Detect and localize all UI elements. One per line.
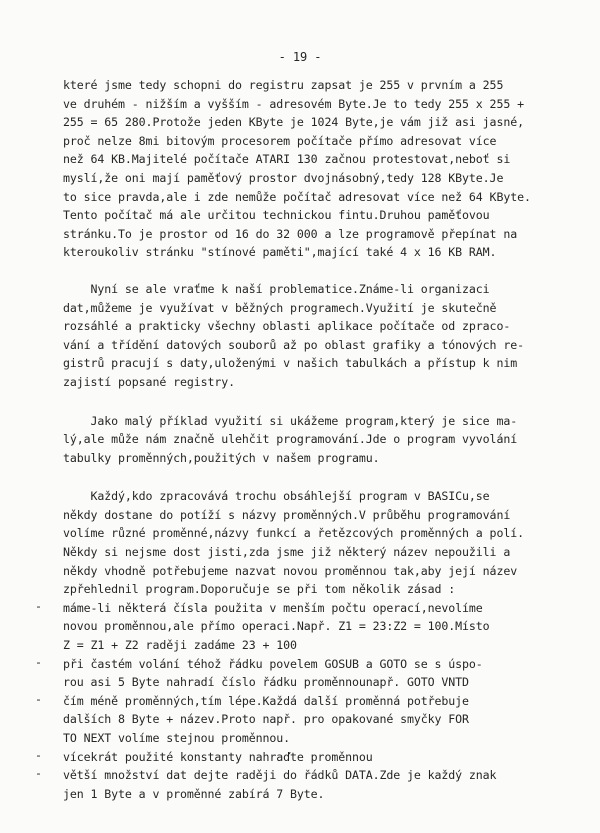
text-line: při častém volání téhož řádku povelem GOSUB a GOTO se s úspo- (63, 656, 483, 671)
bullet-dash: - (35, 654, 42, 669)
text-line: někdy vhodně potřebujeme nazvat novou proměnnou tak,aby její název (63, 563, 518, 578)
text-line: lý,ale může nám značně ulehčit programování.Jde o program vyvolání (63, 432, 518, 447)
bullet-dash: - (35, 598, 42, 613)
bullet-list (35, 598, 563, 804)
text-line: Z = Z1 + Z2 raději zadáme 23 + 100 (63, 638, 297, 653)
list-item (35, 598, 563, 655)
text-line: kteroukoliv stránku "stínové paměti",mající také 4 x 16 KB RAM. (63, 245, 497, 260)
text-line: novou proměnnou,ale přímo operaci.Např. Z1 = 23:Z2 = 100.Místo (63, 619, 490, 634)
text-line: rou asi 5 Byte nahradí číslo řádku proměnnounapř. GOTO VNTD (63, 675, 469, 690)
text-line: gistrů pracují s daty,uloženými v našich tabulkách a přístup k nim (63, 356, 518, 371)
text-line: zpřehlednil program.Doporučuje se při tom několik zásad : (63, 582, 456, 597)
text-line: Nyní se ale vraťme k naší problematice.Známe-li organizaci (63, 281, 490, 296)
paragraph (63, 412, 563, 468)
text-line: 255 = 65 280.Protože jeden KByte je 1024 Byte,je vám již asi jasné, (63, 115, 524, 130)
text-line: někdy dostane do potíží s názvy proměnných.V průběhu programování (63, 507, 511, 522)
text-line: volíme různé proměnné,názvy funkcí a řetězcových proměnných a polí. (63, 526, 524, 541)
list-item (35, 766, 563, 803)
text-line: Tento počítač má ale určitou technickou fintu.Druhou paměťovou (63, 208, 490, 223)
text-line: TO NEXT volíme stejnou proměnnou. (63, 731, 291, 745)
text-line: dat,můžeme je využívat v běžných programech.Využití je skutečně (63, 300, 497, 315)
paragraph (63, 76, 563, 262)
paragraph (63, 487, 563, 599)
list-item (35, 654, 563, 692)
text-line: Někdy si nejsme dost jisti,zda jsme již některý název nepoužili a (63, 545, 511, 560)
text-line: než 64 KB.Majitelé počítače ATARI 130 začnou protestovat,neboť si (63, 152, 511, 167)
text-line: tabulky proměnných,použitých v našem programu. (63, 450, 380, 465)
page-number: - 19 - (278, 50, 322, 64)
page-body (35, 76, 563, 803)
text-line: jen 1 Byte a v proměnné zabírá 7 Byte. (63, 786, 325, 801)
text-line: větší množství dat dejte raději do řádků DATA.Zde je každý znak (63, 768, 497, 783)
text-line: ve druhém - nižším a vyšším - adresovém Byte.Je to tedy 255 x 255 + (63, 96, 524, 111)
text-line: čím méně proměnných,tím lépe.Každá další proměnná potřebuje (63, 693, 469, 708)
text-line: Jako malý příklad využití si ukážeme program,který je sice ma- (63, 413, 518, 428)
text-line: rozsáhlé a prakticky všechny oblasti aplikace počítače od zpraco- (63, 319, 511, 334)
bullet-dash: - (35, 766, 42, 781)
list-item (35, 747, 563, 767)
text-line: zajistí popsané registry. (63, 374, 236, 389)
bullet-dash: - (35, 747, 42, 762)
text-line: vícekrát použité konstanty nahraďte proměnnou (63, 749, 373, 764)
text-line: myslí,že oni mají paměťový prostor dvojnásobný,tedy 128 KByte.Je (63, 170, 504, 185)
paragraph (63, 280, 563, 392)
bullet-dash: - (35, 691, 42, 706)
text-line: to sice pravda,ale i zde nemůže počítač adresovat více než 64 KByte. (63, 189, 531, 204)
text-line: vání a třídění datových souborů až po oblast grafiky a tónových re- (63, 337, 524, 352)
text-line: proč nelze 8mi bitovým procesorem počítače přímo adresovat více (63, 133, 497, 148)
text-line: stránku.To je prostor od 16 do 32 000 a lze programově přepínat na (63, 226, 518, 241)
text-line: dalších 8 Byte + název.Proto např. pro opakované smyčky FOR (63, 712, 469, 727)
text-line: které jsme tedy schopni do registru zapsat je 255 v prvním a 255 (63, 78, 504, 92)
list-item (35, 691, 563, 748)
text-line: máme-li některá čísla použita v menším počtu operací,nevolíme (63, 600, 483, 615)
text-line: Každý,kdo zpracovává trochu obsáhlejší program v BASICu,se (63, 489, 490, 504)
